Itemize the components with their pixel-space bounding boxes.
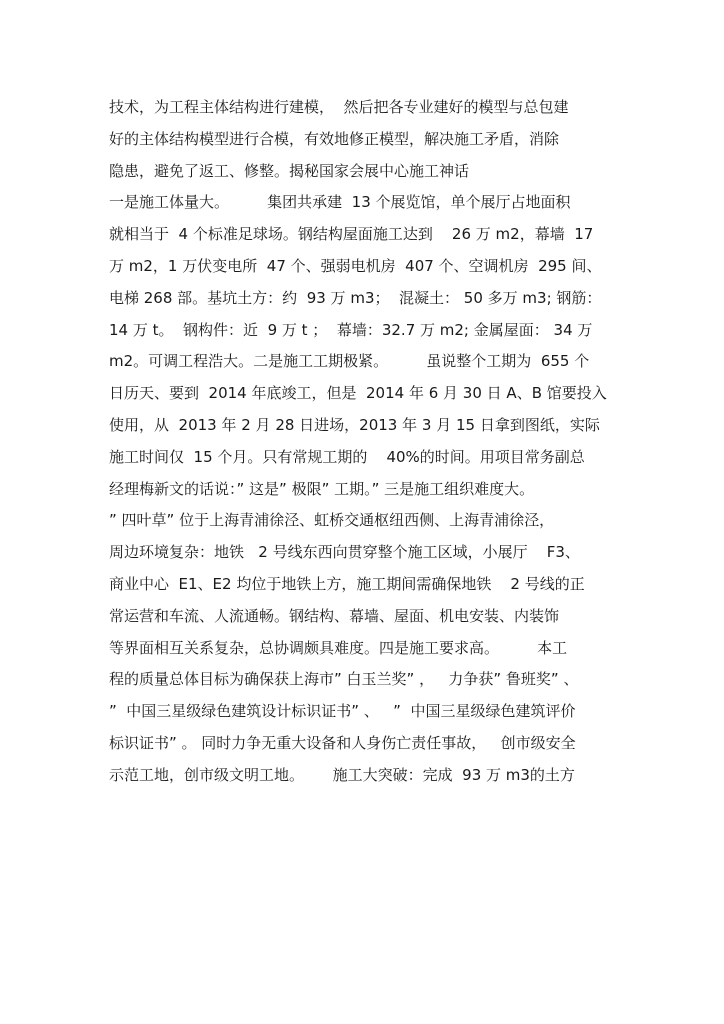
- text-line: 施工时间仅 15 个月。只有常规工期的 40%的时间。用项目常务副总: [109, 447, 585, 466]
- text-line: ” 中国三星级绿色建筑设计标识证书” 、 ” 中国三星级绿色建筑评价: [109, 702, 576, 721]
- text-line: 等界面相互关系复杂，总协调颇具难度。四是施工要求高。 本工: [109, 638, 568, 657]
- text-line: 就相当于 4 个标准足球场。钢结构屋面施工达到 26 万 m2，幕墙 17: [109, 225, 594, 244]
- text-line: ” 四叶草” 位于上海青浦徐泾、虹桥交通枢纽西侧、上海青浦徐泾，: [109, 511, 555, 530]
- text-line: 电梯 268 部。基坑土方：约 93 万 m3； 混凝土： 50 多万 m3; 钢筋：: [109, 288, 602, 307]
- text-line: 隐患，避免了返工、修整。揭秘国家会展中心施工神话: [109, 161, 470, 180]
- text-line: 一是施工体量大。 集团共承建 13 个展览馆，单个展厅占地面积: [109, 193, 571, 212]
- text-line: 程的质量总体目标为确保获上海市” 白玉兰奖” ， 力争获” 鲁班奖” 、: [109, 670, 579, 689]
- text-line: 商业中心 E1、E2 均位于地铁上方，施工期间需确保地铁 2 号线的正: [109, 574, 585, 593]
- text-line: 万 m2，1 万伏变电所 47 个、强弱电机房 407 个、空调机房 295 间、: [109, 256, 602, 275]
- body-text: [109, 92, 629, 792]
- text-line: 14 万 t。 钢构件：近 9 万 t ； 幕墙：32.7 万 m2; 金属屋面： 34 万: [109, 320, 593, 339]
- text-line: 技术，为工程主体结构进行建模， 然后把各专业建好的模型与总包建: [109, 98, 569, 116]
- text-line: 示范工地，创市级文明工地。 施工大突破：完成 93 万 m3的土方: [109, 765, 575, 784]
- text-line: m2。可调工程浩大。二是施工工期极紧。 虽说整个工期为 655 个: [109, 352, 590, 371]
- text-line: 标识证书” 。 同时力争无重大设备和人身伤亡责任事故， 创市级安全: [109, 733, 576, 752]
- text-line: 常运营和车流、人流通畅。钢结构、幕墙、屋面、机电安装、内装饰: [109, 606, 560, 625]
- text-line: 使用，从 2013 年 2 月 28 日进场，2013 年 3 月 15 日拿到图纸，实际: [109, 415, 600, 434]
- text-line: 日历天、要到 2014 年底竣工，但是 2014 年 6 月 30 日 A、B 馆要投入: [109, 384, 607, 403]
- text-line: 好的主体结构模型进行合模，有效地修正模型，解决施工矛盾，消除: [109, 129, 560, 148]
- text-line: 周边环境复杂：地铁 2 号线东西向贯穿整个施工区域，小展厅 F3、: [109, 543, 580, 562]
- text-line: 经理梅新文的话说：” 这是” 极限” 工期。” 三是施工组织难度大。: [109, 479, 535, 498]
